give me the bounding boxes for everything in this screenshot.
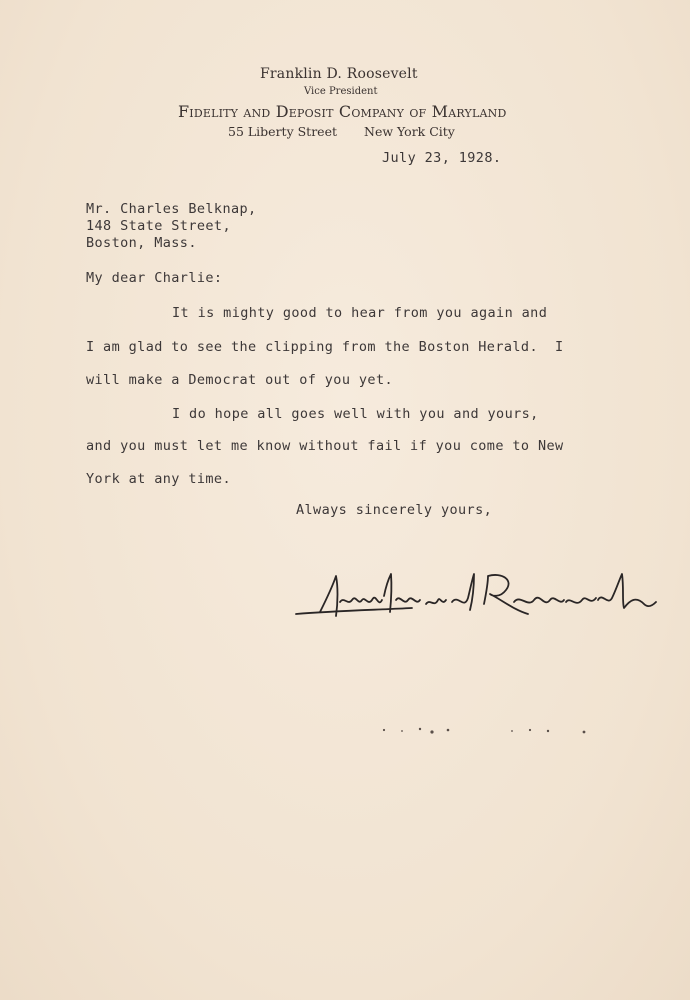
letterhead-name: Franklin D. Roosevelt xyxy=(260,66,418,82)
ink-specks xyxy=(380,722,600,738)
body-line-1: It is mighty good to hear from you again and xyxy=(172,305,548,321)
recipient-line-3: Boston, Mass. xyxy=(86,235,197,251)
body-line-5: and you must let me know without fail if you come to New xyxy=(86,438,564,454)
closing: Always sincerely yours, xyxy=(296,502,493,518)
letterhead-city: New York City xyxy=(364,124,455,139)
body-line-3: will make a Democrat out of you yet. xyxy=(86,372,393,388)
letterhead-company: Fidelity and Deposit Company of Maryland xyxy=(178,102,507,121)
recipient-line-1: Mr. Charles Belknap, xyxy=(86,201,257,217)
letterhead-address: 55 Liberty Street xyxy=(228,124,337,139)
body-line-4: I do hope all goes well with you and yours, xyxy=(172,406,539,422)
recipient-line-2: 148 State Street, xyxy=(86,218,231,234)
signature xyxy=(292,570,662,640)
body-line-2: I am glad to see the clipping from the Boston Herald. I xyxy=(86,339,564,355)
body-line-6: York at any time. xyxy=(86,471,231,487)
letterhead-title: Vice President xyxy=(304,86,378,97)
letter-date: July 23, 1928. xyxy=(382,150,502,166)
salutation: My dear Charlie: xyxy=(86,270,223,286)
